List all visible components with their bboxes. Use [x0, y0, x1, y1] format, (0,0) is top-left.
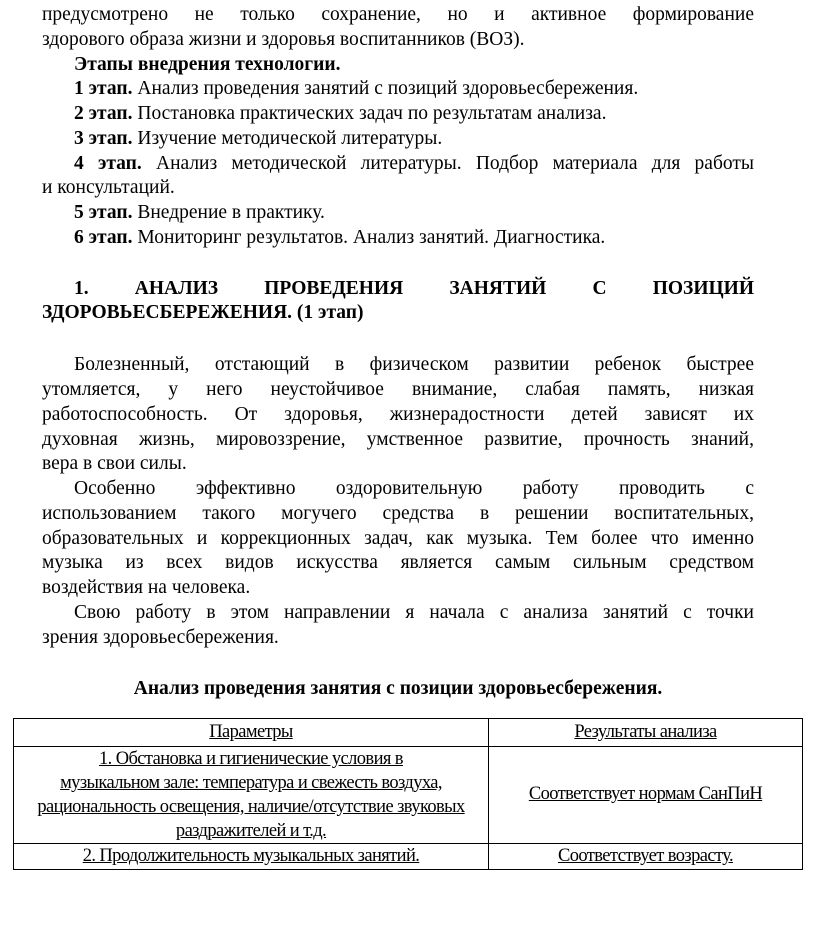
paragraph-3-line-2: зрения здоровьесбережения.: [42, 627, 279, 648]
stage-text: Мониторинг результатов. Анализ занятий. Диагностика.: [132, 227, 606, 248]
paragraph-2-line-1: Особенно эффективно оздоровительную работу проводить с: [74, 478, 754, 499]
paragraph-1-line-5: вера в свои силы.: [42, 453, 187, 474]
header-parameters: Параметры: [14, 719, 489, 747]
stage-label: 5 этап.: [74, 202, 133, 223]
paragraph-2-line-2: использованием такого могучего средства в решении воспитательных,: [42, 503, 754, 524]
stage-label: 3 этап.: [74, 128, 133, 149]
analysis-table: [13, 718, 803, 870]
param-line: 1. Обстановка и гигиенические условия в: [99, 749, 403, 769]
stage-label: 6 этап.: [74, 227, 133, 248]
paragraph-2-line-3: образовательных и коррекционных задач, как музыка. Тем более что именно: [42, 528, 754, 549]
stage-6: [42, 226, 754, 251]
stage-4-line-2: и консультаций.: [42, 177, 175, 198]
stage-text: Изучение методической литературы.: [132, 128, 443, 149]
header-results: Результаты анализа: [489, 719, 803, 747]
stage-text: Анализ методической литературы. Подбор материала для работы: [141, 153, 754, 174]
paragraph-1-line-4: духовная жизнь, мировоззрение, умственное развитие, прочность знаний,: [42, 429, 754, 450]
param-line: рациональность освещения, наличие/отсутствие звуковых: [37, 797, 465, 817]
stage-2: [42, 102, 754, 127]
stage-label: 1 этап.: [74, 78, 133, 99]
intro-line-2: здорового образа жизни и здоровья воспитанников (ВОЗ).: [42, 29, 525, 50]
stage-text: Внедрение в практику.: [132, 202, 325, 223]
param-line: раздражителей и т.д.: [175, 821, 327, 841]
table-row: [14, 747, 803, 844]
table-title: Анализ проведения занятия с позиции здоровьесбережения.: [133, 678, 663, 699]
section-heading-line-1: 1. АНАЛИЗ ПРОВЕДЕНИЯ ЗАНЯТИЙ С ПОЗИЦИЙ: [74, 278, 754, 299]
stage-text: Постановка практических задач по результатам анализа.: [132, 103, 607, 124]
param-line: музыкальном зале: температура и свежесть воздуха,: [60, 773, 442, 793]
stage-label: 2 этап.: [74, 103, 133, 124]
paragraph-1-line-3: работоспособность. От здоровья, жизнерадостности детей зависят их: [42, 404, 754, 425]
row-2-parameter: 2. Продолжительность музыкальных занятий.: [14, 844, 489, 870]
row-2-result: Соответствует возрасту.: [489, 844, 803, 870]
stages-title: Этапы внедрения технологии.: [74, 54, 341, 75]
paragraph-2-line-5: воздействия на человека.: [42, 577, 251, 598]
row-1-parameter: [14, 747, 489, 844]
table-header-row: [14, 719, 803, 747]
stage-5: [42, 201, 754, 226]
section-heading-line-2: ЗДОРОВЬЕСБЕРЕЖЕНИЯ. (1 этап): [42, 302, 364, 323]
paragraph-1-line-1: Болезненный, отстающий в физическом развитии ребенок быстрее: [74, 354, 754, 375]
stage-label: 4 этап.: [74, 153, 142, 174]
stage-text: Анализ проведения занятий с позиций здоровьесбережения.: [132, 78, 639, 99]
table-row: [14, 844, 803, 870]
stage-3: [42, 127, 754, 152]
row-1-result: Соответствует нормам СанПиН: [489, 747, 803, 844]
stage-4-line-1: [42, 152, 754, 177]
intro-line-1: предусмотрено не только сохранение, но и активное формирование: [42, 4, 754, 25]
paragraph-1-line-2: утомляется, у него неустойчивое внимание, слабая память, низкая: [42, 379, 754, 400]
stage-1: [42, 77, 754, 102]
paragraph-3-line-1: Свою работу в этом направлении я начала с анализа занятий с точки: [74, 602, 754, 623]
paragraph-2-line-4: музыка из всех видов искусства является самым сильным средством: [42, 552, 754, 573]
